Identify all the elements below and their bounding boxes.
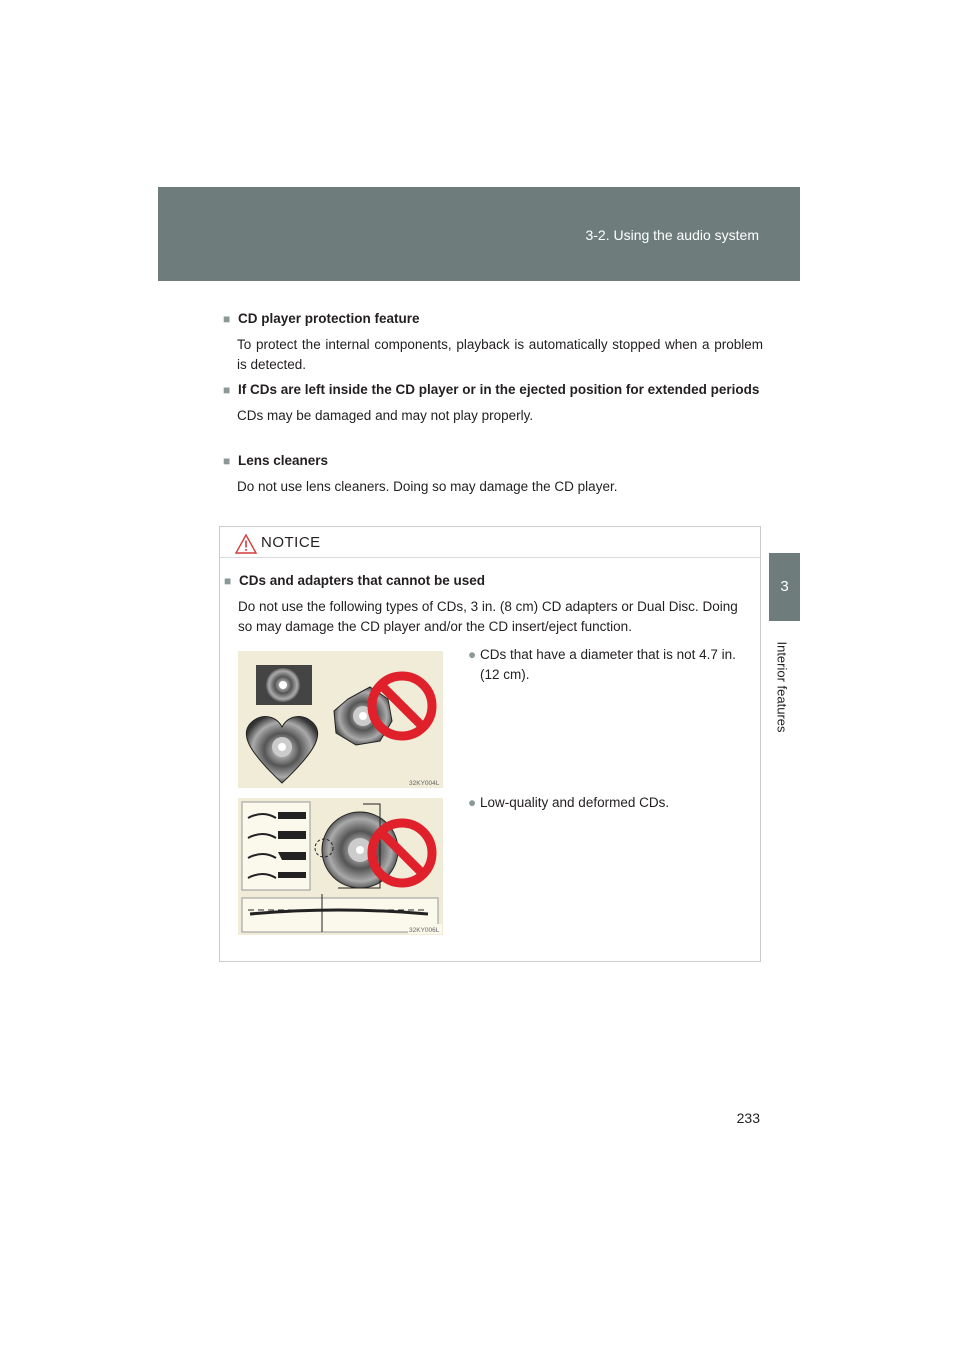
bullet-dot-icon: ● — [468, 647, 477, 662]
warning-triangle-icon — [235, 534, 257, 554]
section-heading: If CDs are left inside the CD player or in the ejected position for extended periods — [238, 382, 760, 397]
chapter-label: Interior features — [774, 641, 790, 733]
section-body: CDs may be damaged and may not play properly. — [237, 408, 534, 423]
section-body: Do not use lens cleaners. Doing so may damage the CD player. — [237, 479, 618, 494]
section-title: 3-2. Using the audio system — [585, 227, 759, 243]
odd-shaped-cd-icon — [238, 651, 443, 788]
bullet-dot-icon: ● — [468, 795, 477, 810]
notice-item — [468, 645, 752, 685]
notice-item-text: Low-quality and deformed CDs. — [480, 795, 670, 810]
square-icon: ■ — [223, 312, 231, 326]
notice-section — [224, 571, 744, 637]
page-header — [158, 187, 800, 281]
section-cds-left-inside — [223, 380, 763, 426]
section-heading: CD player protection feature — [238, 311, 420, 326]
image-code: 32KY006L — [409, 927, 440, 934]
notice-title: NOTICE — [261, 534, 321, 551]
square-icon: ■ — [224, 574, 232, 588]
notice-box — [219, 526, 761, 962]
notice-item — [468, 793, 752, 813]
deformed-cd-icon — [238, 798, 443, 935]
image-code: 32KY004L — [409, 780, 440, 787]
notice-header — [220, 527, 760, 558]
notice-item-text: CDs that have a diameter that is not 4.7 in. (12 cm). — [480, 647, 736, 682]
illustration-deformed-cds — [238, 798, 443, 935]
square-icon: ■ — [223, 454, 231, 468]
notice-body: Do not use the following types of CDs, 3 in. (8 cm) CD adapters or Dual Disc. Doing so may damage the CD player and/or the CD insert/eject function. — [238, 599, 738, 634]
notice-heading: CDs and adapters that cannot be used — [239, 573, 486, 588]
section-cd-protection — [223, 309, 763, 375]
illustration-odd-shaped-cds — [238, 651, 443, 788]
square-icon: ■ — [223, 383, 231, 397]
section-heading: Lens cleaners — [238, 453, 329, 468]
section-lens-cleaners — [223, 451, 763, 497]
section-body: To protect the internal components, playback is automatically stopped when a problem is detected. — [237, 337, 763, 372]
chapter-number-tab: 3 — [769, 553, 800, 621]
page-number: 233 — [736, 1110, 760, 1126]
chapter-side-label — [770, 632, 794, 742]
